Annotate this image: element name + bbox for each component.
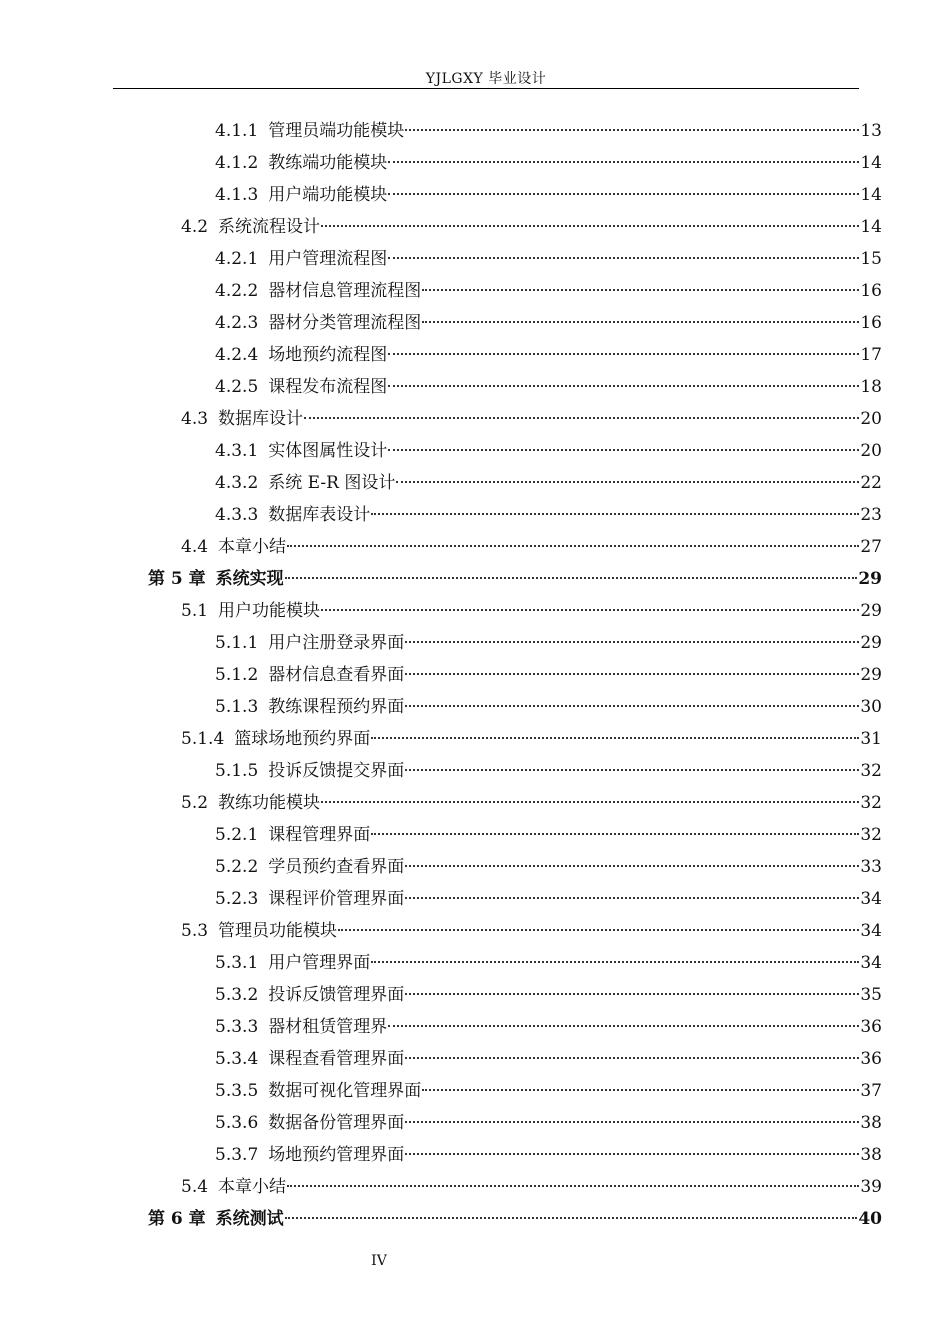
toc-entry-title: 数据库设计 bbox=[218, 409, 304, 429]
toc-entry-number: 5.1.3 bbox=[215, 697, 259, 717]
toc-entry-page: 14 bbox=[860, 217, 882, 237]
toc-entry-page: 29 bbox=[860, 601, 882, 621]
toc-entry[interactable] bbox=[215, 1108, 882, 1140]
toc-dot-leader bbox=[405, 704, 859, 707]
toc-dot-leader bbox=[396, 480, 859, 483]
toc-entry-number: 5.3.4 bbox=[215, 1049, 259, 1069]
toc-entry-number: 5.3 bbox=[181, 921, 209, 941]
toc-entry-title: 用户管理流程图 bbox=[268, 249, 388, 269]
toc-entry-title: 器材租赁管理界 bbox=[268, 1017, 388, 1037]
toc-entry[interactable] bbox=[181, 916, 882, 948]
toc-entry-title: 数据库表设计 bbox=[268, 505, 371, 525]
toc-entry-page: 34 bbox=[860, 889, 882, 909]
toc-entry-page: 27 bbox=[860, 537, 882, 557]
toc-dot-leader bbox=[405, 768, 859, 771]
toc-entry-page: 18 bbox=[860, 377, 882, 397]
toc-entry-number: 5.3.7 bbox=[215, 1145, 259, 1165]
toc-entry-page: 34 bbox=[860, 921, 882, 941]
toc-entry-page: 35 bbox=[860, 985, 882, 1005]
toc-entry-number: 4.1.3 bbox=[215, 185, 259, 205]
toc-entry-page: 36 bbox=[860, 1049, 882, 1069]
toc-entry-number: 4.2 bbox=[181, 217, 209, 237]
toc-entry-number: 5.3.6 bbox=[215, 1113, 259, 1133]
toc-entry-number: 4.3.1 bbox=[215, 441, 259, 461]
toc-entry[interactable] bbox=[181, 212, 882, 244]
toc-entry[interactable] bbox=[215, 180, 882, 212]
toc-entry-page: 32 bbox=[860, 825, 882, 845]
toc-entry-number: 5.2.1 bbox=[215, 825, 259, 845]
toc-dot-leader bbox=[388, 448, 859, 451]
toc-entry-page: 29 bbox=[860, 633, 882, 653]
toc-entry[interactable] bbox=[215, 148, 882, 180]
toc-entry[interactable] bbox=[215, 980, 882, 1012]
toc-entry-title: 系统 E-R 图设计 bbox=[268, 473, 396, 493]
toc-entry[interactable] bbox=[215, 948, 882, 980]
toc-entry-title: 系统流程设计 bbox=[218, 217, 321, 237]
toc-entry-title: 投诉反馈管理界面 bbox=[268, 985, 405, 1005]
toc-entry-title: 本章小结 bbox=[218, 1177, 287, 1197]
toc-entry[interactable] bbox=[215, 884, 882, 916]
toc-entry[interactable] bbox=[215, 340, 882, 372]
toc-entry-title: 数据可视化管理界面 bbox=[268, 1081, 422, 1101]
toc-dot-leader bbox=[321, 224, 859, 227]
toc-entry-title: 器材信息管理流程图 bbox=[268, 281, 422, 301]
toc-entry-title: 管理员端功能模块 bbox=[268, 121, 405, 141]
toc-entry-title: 教练课程预约界面 bbox=[268, 697, 405, 717]
toc-entry-title: 用户注册登录界面 bbox=[268, 633, 405, 653]
toc-dot-leader bbox=[405, 896, 859, 899]
toc-dot-leader bbox=[422, 1088, 859, 1091]
toc-dot-leader bbox=[405, 128, 859, 131]
toc-entry-page: 14 bbox=[860, 185, 882, 205]
toc-entry[interactable] bbox=[148, 1204, 882, 1236]
toc-entry[interactable] bbox=[181, 532, 882, 564]
toc-entry-number: 5.1.2 bbox=[215, 665, 259, 685]
toc-dot-leader bbox=[287, 544, 859, 547]
toc-entry-title: 用户功能模块 bbox=[218, 601, 321, 621]
toc-entry-title: 教练端功能模块 bbox=[268, 153, 388, 173]
toc-dot-leader bbox=[388, 192, 859, 195]
toc-entry-title: 实体图属性设计 bbox=[268, 441, 388, 461]
toc-entry-number: 5.2 bbox=[181, 793, 209, 813]
toc-entry[interactable] bbox=[215, 276, 882, 308]
toc-entry-title: 学员预约查看界面 bbox=[268, 857, 405, 877]
toc-entry-page: 38 bbox=[860, 1145, 882, 1165]
toc-entry-page: 29 bbox=[858, 569, 882, 589]
toc-entry-title: 课程管理界面 bbox=[268, 825, 371, 845]
toc-entry-title: 用户端功能模块 bbox=[268, 185, 388, 205]
toc-entry-number: 5.4 bbox=[181, 1177, 209, 1197]
toc-entry-number: 4.2.2 bbox=[215, 281, 259, 301]
toc-entry-page: 16 bbox=[860, 281, 882, 301]
toc-entry-page: 31 bbox=[860, 729, 882, 749]
toc-entry-title: 投诉反馈提交界面 bbox=[268, 761, 405, 781]
toc-dot-leader bbox=[405, 640, 859, 643]
toc-dot-leader bbox=[371, 736, 859, 739]
toc-entry-number: 4.1.2 bbox=[215, 153, 259, 173]
toc-dot-leader bbox=[388, 160, 859, 163]
toc-entry-page: 33 bbox=[860, 857, 882, 877]
toc-entry[interactable] bbox=[215, 852, 882, 884]
toc-entry[interactable] bbox=[215, 660, 882, 692]
toc-entry-page: 40 bbox=[858, 1209, 882, 1229]
toc-entry-page: 34 bbox=[860, 953, 882, 973]
toc-entry-title: 课程发布流程图 bbox=[268, 377, 388, 397]
toc-entry[interactable] bbox=[181, 788, 882, 820]
toc-entry[interactable] bbox=[215, 692, 882, 724]
toc-entry[interactable] bbox=[215, 468, 882, 500]
toc-entry[interactable] bbox=[215, 244, 882, 276]
toc-dot-leader bbox=[388, 352, 859, 355]
toc-entry-page: 16 bbox=[860, 313, 882, 333]
toc-entry-page: 15 bbox=[860, 249, 882, 269]
toc-entry-number: 5.3.2 bbox=[215, 985, 259, 1005]
toc-entry[interactable] bbox=[181, 724, 882, 756]
toc-dot-leader bbox=[422, 288, 859, 291]
toc-entry[interactable] bbox=[215, 372, 882, 404]
toc-entry[interactable] bbox=[215, 756, 882, 788]
toc-entry-page: 37 bbox=[860, 1081, 882, 1101]
toc-dot-leader bbox=[388, 384, 859, 387]
toc-dot-leader bbox=[304, 416, 859, 419]
toc-entry-number: 4.3.3 bbox=[215, 505, 259, 525]
toc-entry-page: 38 bbox=[860, 1113, 882, 1133]
page-number: IV bbox=[371, 1253, 387, 1269]
toc-entry[interactable] bbox=[215, 1076, 882, 1108]
toc-entry-number: 4.2.3 bbox=[215, 313, 259, 333]
toc-entry-number: 4.2.4 bbox=[215, 345, 259, 365]
toc-entry-page: 32 bbox=[860, 793, 882, 813]
toc-entry-page: 30 bbox=[860, 697, 882, 717]
toc-entry-page: 13 bbox=[860, 121, 882, 141]
toc-entry-title: 教练功能模块 bbox=[218, 793, 321, 813]
toc-entry-title: 系统测试 bbox=[215, 1209, 284, 1229]
toc-dot-leader bbox=[371, 832, 859, 835]
toc-entry-number: 4.3 bbox=[181, 409, 209, 429]
toc-entry-title: 本章小结 bbox=[218, 537, 287, 557]
toc-entry[interactable] bbox=[215, 628, 882, 660]
toc-entry-page: 20 bbox=[860, 441, 882, 461]
toc-dot-leader bbox=[388, 256, 859, 259]
toc-entry-title: 用户管理界面 bbox=[268, 953, 371, 973]
toc-dot-leader bbox=[422, 320, 859, 323]
toc-dot-leader bbox=[371, 512, 859, 515]
toc-entry[interactable] bbox=[215, 308, 882, 340]
toc-entry[interactable] bbox=[215, 436, 882, 468]
toc-dot-leader bbox=[388, 1024, 859, 1027]
header-divider bbox=[113, 88, 859, 89]
toc-entry-page: 36 bbox=[860, 1017, 882, 1037]
toc-entry[interactable] bbox=[181, 404, 882, 436]
toc-entry[interactable] bbox=[215, 1012, 882, 1044]
toc-entry-page: 20 bbox=[860, 409, 882, 429]
toc-entry-title: 场地预约流程图 bbox=[268, 345, 388, 365]
toc-entry-page: 32 bbox=[860, 761, 882, 781]
toc-entry[interactable] bbox=[215, 820, 882, 852]
toc-entry[interactable] bbox=[181, 596, 882, 628]
toc-dot-leader bbox=[285, 576, 858, 579]
toc-dot-leader bbox=[405, 1056, 859, 1059]
toc-dot-leader bbox=[371, 960, 859, 963]
toc-entry[interactable] bbox=[215, 116, 882, 148]
toc-entry-number: 5.1.5 bbox=[215, 761, 259, 781]
toc-dot-leader bbox=[405, 992, 859, 995]
toc-entry-number: 4.2.5 bbox=[215, 377, 259, 397]
toc-entry-number: 4.2.1 bbox=[215, 249, 259, 269]
toc-dot-leader bbox=[405, 1120, 859, 1123]
toc-entry-title: 数据备份管理界面 bbox=[268, 1113, 405, 1133]
toc-entry-number: 5.1.4 bbox=[181, 729, 225, 749]
toc-entry[interactable] bbox=[181, 1172, 882, 1204]
toc-dot-leader bbox=[338, 928, 859, 931]
toc-entry-title: 器材分类管理流程图 bbox=[268, 313, 422, 333]
toc-entry-title: 篮球场地预约界面 bbox=[234, 729, 371, 749]
toc-entry-page: 17 bbox=[860, 345, 882, 365]
toc-entry-page: 39 bbox=[860, 1177, 882, 1197]
toc-entry-title: 课程评价管理界面 bbox=[268, 889, 405, 909]
toc-entry-page: 23 bbox=[860, 505, 882, 525]
toc-entry-page: 14 bbox=[860, 153, 882, 173]
toc-entry[interactable] bbox=[215, 1140, 882, 1172]
toc-entry-number: 5.1 bbox=[181, 601, 209, 621]
toc-entry-page: 29 bbox=[860, 665, 882, 685]
toc-entry-title: 器材信息查看界面 bbox=[268, 665, 405, 685]
toc-entry-title: 管理员功能模块 bbox=[218, 921, 338, 941]
toc-entry[interactable] bbox=[215, 500, 882, 532]
toc-entry-number: 5.3.5 bbox=[215, 1081, 259, 1101]
toc-entry-title: 课程查看管理界面 bbox=[268, 1049, 405, 1069]
toc-entry-title: 场地预约管理界面 bbox=[268, 1145, 405, 1165]
toc-entry-number: 4.3.2 bbox=[215, 473, 259, 493]
toc-dot-leader bbox=[287, 1184, 859, 1187]
toc-entry[interactable] bbox=[215, 1044, 882, 1076]
toc-entry-number: 5.1.1 bbox=[215, 633, 259, 653]
toc-dot-leader bbox=[405, 672, 859, 675]
toc-entry[interactable] bbox=[148, 564, 882, 596]
toc-entry-page: 22 bbox=[860, 473, 882, 493]
toc-entry-number: 4.1.1 bbox=[215, 121, 259, 141]
toc-dot-leader bbox=[321, 608, 859, 611]
toc-entry-number: 5.2.3 bbox=[215, 889, 259, 909]
toc-entry-number: 5.2.2 bbox=[215, 857, 259, 877]
toc-entry-number: 第 6 章 bbox=[148, 1209, 206, 1229]
toc-entry-title: 系统实现 bbox=[215, 569, 284, 589]
toc-dot-leader bbox=[321, 800, 859, 803]
toc-entry-number: 第 5 章 bbox=[148, 569, 206, 589]
toc-dot-leader bbox=[405, 864, 859, 867]
page-header: YJLGXY 毕业设计 bbox=[425, 71, 547, 87]
toc-entry-number: 4.4 bbox=[181, 537, 209, 557]
toc-entry-number: 5.3.3 bbox=[215, 1017, 259, 1037]
toc-dot-leader bbox=[285, 1216, 858, 1219]
toc-dot-leader bbox=[405, 1152, 859, 1155]
toc-entry-number: 5.3.1 bbox=[215, 953, 259, 973]
